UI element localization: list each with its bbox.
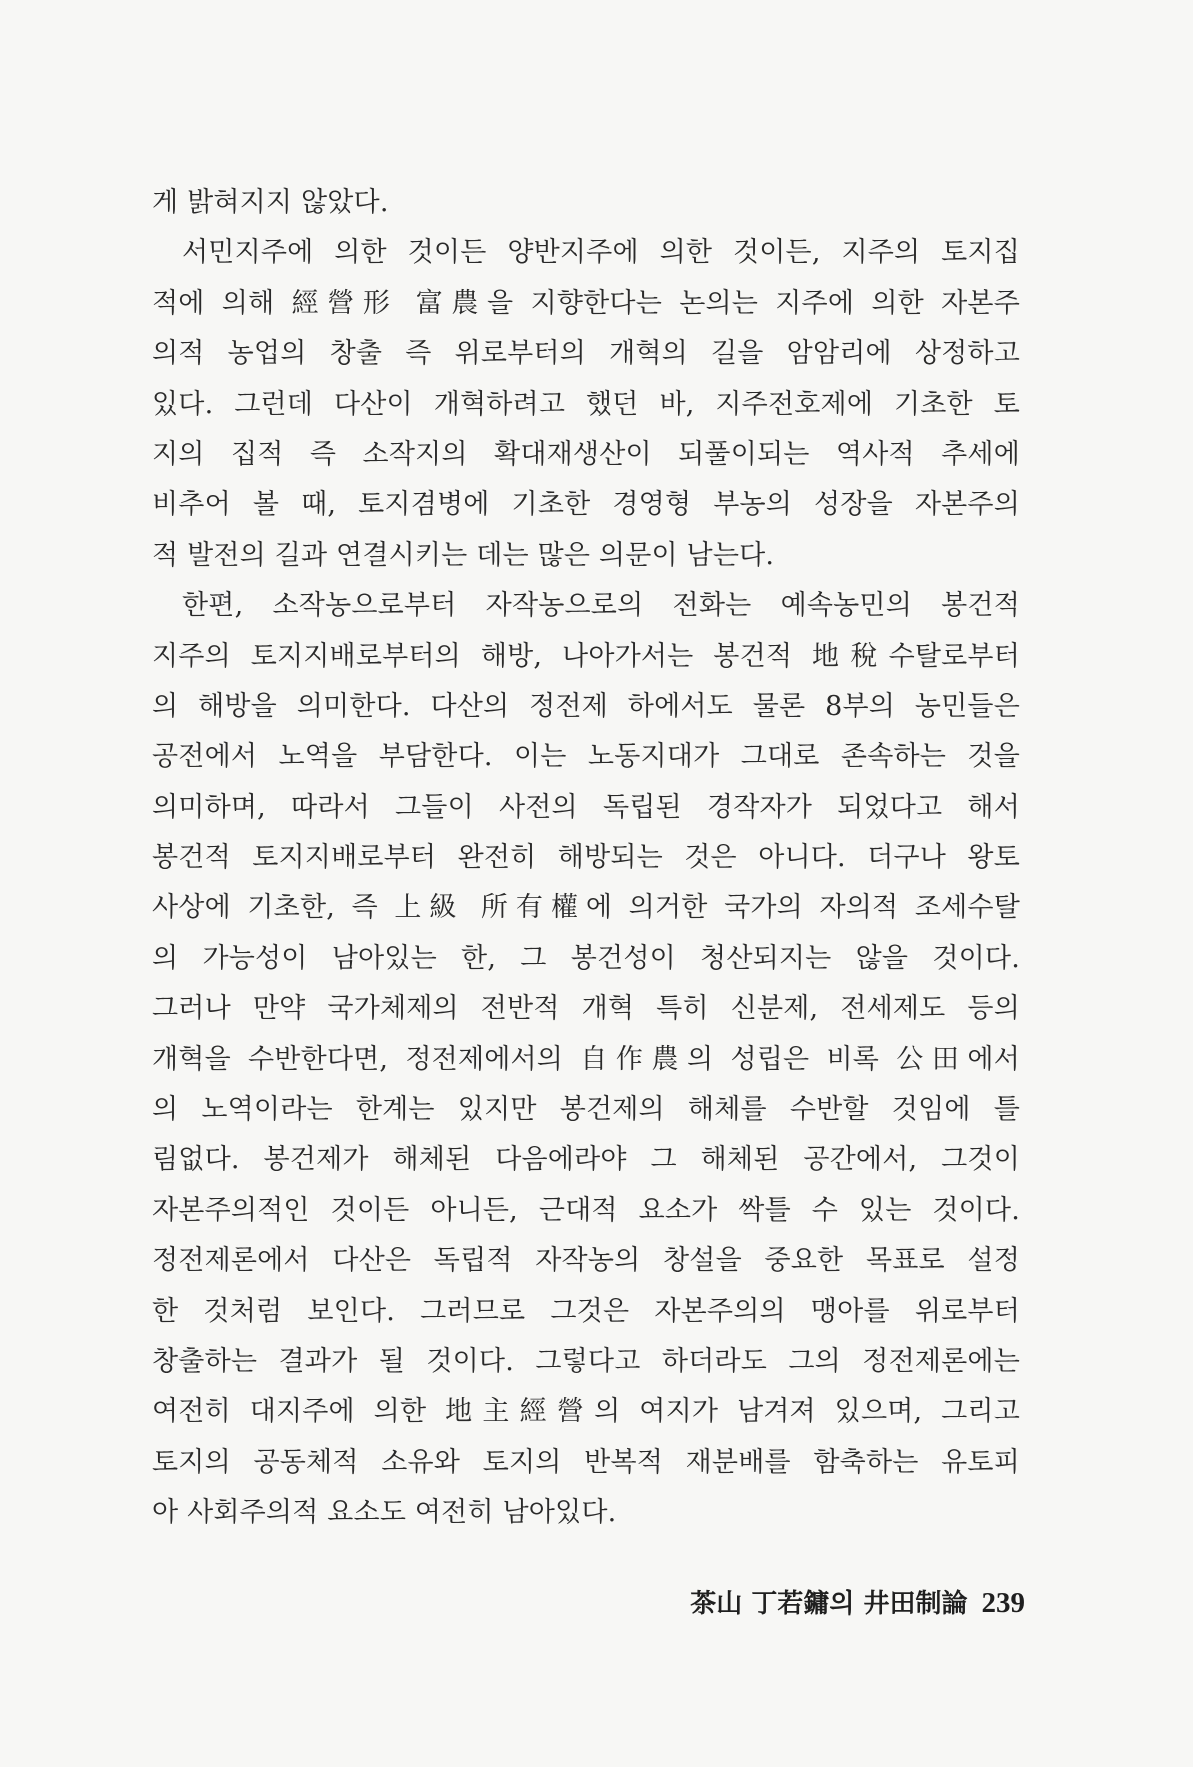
page-footer (690, 1583, 1025, 1623)
text-line: 개혁을 수반한다면, 정전제에서의 自作農의 성립은 비록 公田에서 (152, 1043, 1020, 1075)
text-line: 그러나 만약 국가체제의 전반적 개혁 특히 신분제, 전세제도 등의 (152, 993, 1020, 1025)
text-line: 지의 집적 즉 소작지의 확대재생산이 되풀이되는 역사적 추세에 (152, 438, 1020, 470)
text-line: 한 것처럼 보인다. 그러므로 그것은 자본주의의 맹아를 위로부터 (152, 1295, 1020, 1327)
text-line: 아 사회주의적 요소도 여전히 남아있다. (152, 1497, 617, 1529)
body-text (152, 178, 1020, 1539)
text-line: 게 밝혀지지 않았다. (152, 187, 389, 218)
text-line: 있다. 그런데 다산이 개혁하려고 했던 바, 지주전호제에 기초한 토 (152, 388, 1020, 420)
text-line: 공전에서 노역을 부담한다. 이는 노동지대가 그대로 존속하는 것을 (152, 741, 1020, 773)
text-line: 정전제론에서 다산은 독립적 자작농의 창설을 중요한 목표로 설정 (152, 1245, 1020, 1277)
text-line: 림없다. 봉건제가 해체된 다음에라야 그 해체된 공간에서, 그것이 (152, 1144, 1020, 1176)
text-line: 봉건적 토지지배로부터 완전히 해방되는 것은 아니다. 더구나 왕토 (152, 842, 1020, 874)
text-line: 지주의 토지지배로부터의 해방, 나아가서는 봉건적 地稅수탈로부터 (152, 640, 1020, 672)
text-line: 서민지주에 의한 것이든 양반지주에 의한 것이든, 지주의 토지집 (182, 237, 1020, 269)
text-line: 의적 농업의 창출 즉 위로부터의 개혁의 길을 암암리에 상정하고 (152, 338, 1020, 370)
text-line: 사상에 기초한, 즉 上級 所有權에 의거한 국가의 자의적 조세수탈 (152, 892, 1020, 924)
text-line: 의미하며, 따라서 그들이 사전의 독립된 경작자가 되었다고 해서 (152, 791, 1020, 823)
running-title: 茶山 丁若鏞의 井田制論 (690, 1589, 968, 1619)
text-line: 적 발전의 길과 연결시키는 데는 많은 의문이 남는다. (152, 539, 775, 571)
text-line: 의 가능성이 남아있는 한, 그 봉건성이 청산되지는 않을 것이다. (152, 942, 1020, 974)
text-line: 여전히 대지주에 의한 地主經營의 여지가 남겨져 있으며, 그리고 (152, 1396, 1020, 1428)
text-line: 한편, 소작농으로부터 자작농으로의 전화는 예속농민의 봉건적 (182, 590, 1020, 622)
text-line: 의 노역이라는 한계는 있지만 봉건제의 해체를 수반할 것임에 틀 (152, 1094, 1020, 1126)
text-line: 토지의 공동체적 소유와 토지의 반복적 재분배를 함축하는 유토피 (152, 1446, 1020, 1478)
text-line: 창출하는 결과가 될 것이다. 그렇다고 하더라도 그의 정전제론에는 (152, 1345, 1020, 1377)
text-line: 비추어 볼 때, 토지겸병에 기초한 경영형 부농의 성장을 자본주의 (152, 489, 1020, 521)
text-line: 자본주의적인 것이든 아니든, 근대적 요소가 싹틀 수 있는 것이다. (152, 1194, 1020, 1226)
text-line: 의 해방을 의미한다. 다산의 정전제 하에서도 물론 8부의 농민들은 (152, 690, 1020, 722)
text-line: 적에 의해 經營形 富農을 지향한다는 논의는 지주에 의한 자본주 (152, 287, 1020, 319)
page-number: 239 (981, 1587, 1025, 1619)
